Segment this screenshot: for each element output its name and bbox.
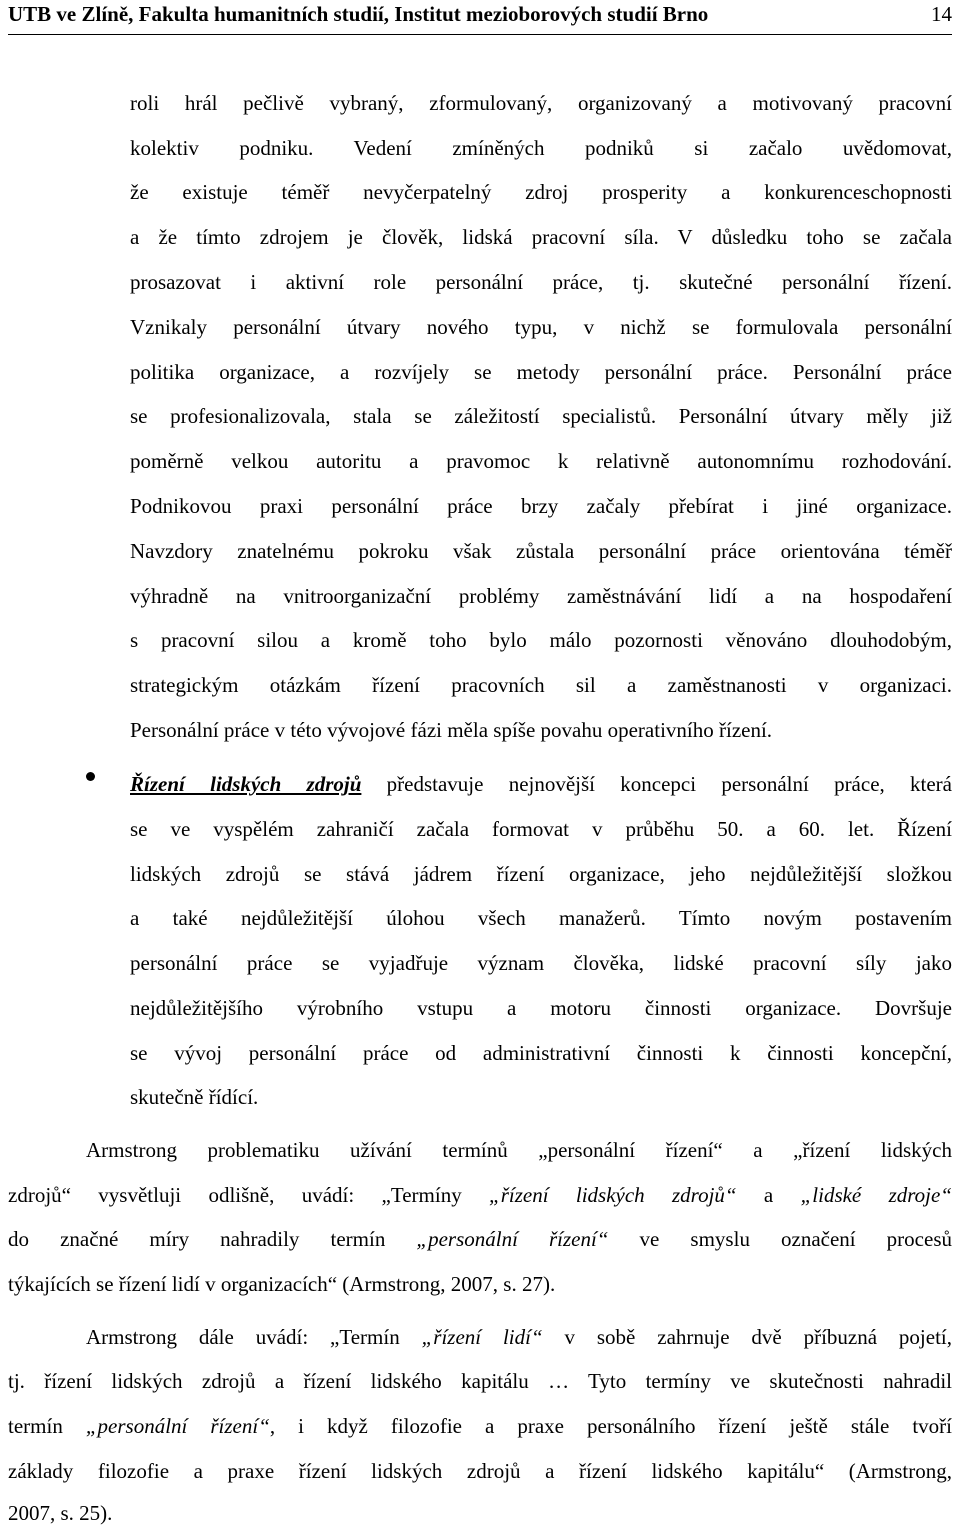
text-line: Vznikaly personální útvary nového typu, v nichž se formulovala personální bbox=[130, 315, 952, 339]
text-span: v sobě zahrnuje dvě příbuzná pojetí, bbox=[542, 1325, 952, 1349]
text-line bbox=[8, 1411, 952, 1441]
text-line bbox=[8, 1180, 952, 1210]
text-line: skutečně řídící. bbox=[130, 1085, 259, 1109]
text-span: zdrojů“ vysvětluji odlišně, uvádí: „Termíny bbox=[8, 1183, 490, 1207]
text-line: tj. řízení lidských zdrojů a řízení lidského kapitálu … Tyto termíny ve skutečnosti nahradil bbox=[8, 1369, 952, 1393]
text-span: a bbox=[736, 1183, 801, 1207]
text-line: personální práce se vyjadřuje význam člověka, lidské pracovní síly jako bbox=[130, 951, 952, 975]
text-line: Podnikovou praxi personální práce brzy začaly přebírat i jiné organizace. bbox=[130, 494, 952, 518]
text-line: poměrně velkou autoritu a pravomoc k relativně autonomnímu rozhodování. bbox=[130, 449, 952, 473]
text-line: prosazovat i aktivní role personální práce, tj. skutečné personální řízení. bbox=[130, 270, 952, 294]
text-line: základy filozofie a praxe řízení lidských zdrojů a řízení lidského kapitálu“ (Armstrong, bbox=[8, 1459, 952, 1483]
text-line bbox=[86, 1322, 952, 1352]
text-span: Armstrong dále uvádí: „Termín bbox=[86, 1325, 422, 1349]
text-span: , i když filozofie a praxe personálního řízení ještě stále tvoří bbox=[269, 1414, 952, 1438]
text-line: výhradně na vnitroorganizační problémy zaměstnávání lidí a na hospodaření bbox=[130, 584, 952, 608]
text-span: do značné míry nahradily termín bbox=[8, 1227, 417, 1251]
italic-term: „lidské zdroje“ bbox=[800, 1183, 952, 1207]
text-line: Navzdory znatelnému pokroku však zůstala personální práce orientována téměř bbox=[130, 539, 952, 563]
text-line: s pracovní silou a kromě toho bylo málo pozornosti věnováno dlouhodobým, bbox=[130, 628, 952, 652]
text-span: představuje nejnovější koncepci personální práce, která bbox=[361, 772, 952, 796]
text-line: kolektiv podniku. Vedení zmíněných podniků si začalo uvědomovat, bbox=[130, 136, 952, 160]
text-line: se vývoj personální práce od administrativní činnosti k činnosti koncepční, bbox=[130, 1041, 952, 1065]
text-line: Armstrong problematiku užívání termínů „personální řízení“ a „řízení lidských bbox=[86, 1138, 952, 1162]
text-line: a také nejdůležitější úlohou všech manažerů. Tímto novým postavením bbox=[130, 906, 952, 930]
text-line: týkajících se řízení lidí v organizacích“ (Armstrong, 2007, s. 27). bbox=[8, 1272, 556, 1296]
text-line: nejdůležitějšího výrobního vstupu a motoru činnosti organizace. Dovršuje bbox=[130, 996, 952, 1020]
italic-term: „řízení lidských zdrojů“ bbox=[489, 1183, 737, 1207]
italic-term: „řízení lidí“ bbox=[421, 1325, 543, 1349]
text-line: Personální práce v této vývojové fázi měla spíše povahu operativního řízení. bbox=[130, 718, 773, 742]
text-line: 2007, s. 25). bbox=[8, 1501, 113, 1525]
text-span: termín bbox=[8, 1414, 86, 1438]
text-line: politika organizace, a rozvíjely se metody personální práce. Personální práce bbox=[130, 360, 952, 384]
italic-term: „personální řízení“ bbox=[416, 1227, 609, 1251]
text-line: a že tímto zdrojem je člověk, lidská pracovní síla. V důsledku toho se začala bbox=[130, 225, 952, 249]
header-title: UTB ve Zlíně, Fakulta humanitních studií, Institut mezioborových studií Brno bbox=[8, 2, 709, 26]
text-line: strategickým otázkám řízení pracovních sil a zaměstnanosti v organizaci. bbox=[130, 673, 952, 697]
text-line: lidských zdrojů se stává jádrem řízení organizace, jeho nejdůležitější složkou bbox=[130, 862, 952, 886]
text-line: se profesionalizovala, stala se záležitostí specialistů. Personální útvary měly již bbox=[130, 404, 952, 428]
text-line: se ve vyspělém zahraničí začala formovat v průběhu 50. a 60. let. Řízení bbox=[130, 817, 952, 841]
bullet-icon bbox=[86, 772, 95, 781]
italic-term: „personální řízení“ bbox=[85, 1414, 270, 1438]
text-line: že existuje téměř nevyčerpatelný zdroj prosperity a konkurenceschopnosti bbox=[130, 180, 952, 204]
text-line bbox=[8, 1224, 952, 1254]
bullet-term: Řízení lidských zdrojů bbox=[130, 772, 362, 796]
page-number: 14 bbox=[931, 2, 952, 26]
text-span: ve smyslu označení procesů bbox=[608, 1227, 952, 1251]
text-line bbox=[130, 769, 952, 799]
text-line: roli hrál pečlivě vybraný, zformulovaný, organizovaný a motivovaný pracovní bbox=[130, 91, 952, 115]
page-header bbox=[8, 0, 952, 35]
